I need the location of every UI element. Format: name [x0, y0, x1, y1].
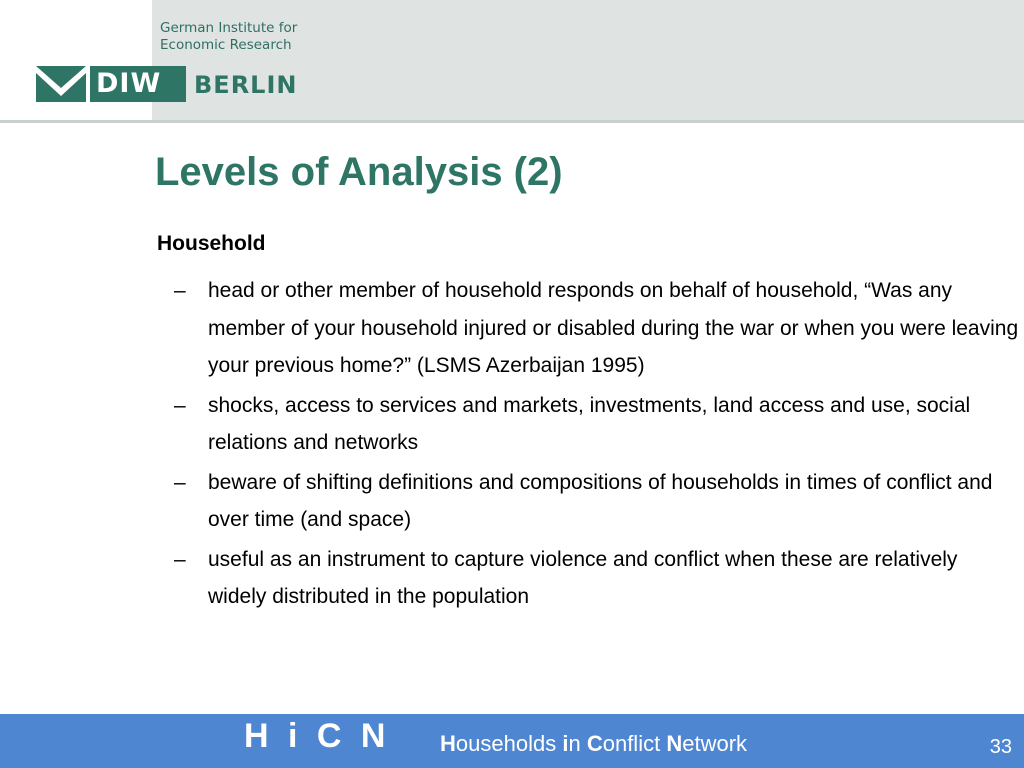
footer-word-initial: H	[440, 731, 456, 756]
diw-logo-mark-icon	[36, 66, 86, 102]
bullet-dash: –	[174, 279, 186, 302]
bullet-text: head or other member of household responds on behalf of household, “Was any member of your household injured or disabled during the war or when you were leaving your previous home?” (LSMS Azerbaijan 1995)	[208, 279, 1019, 377]
page-number: 33	[989, 736, 1012, 758]
footer-word-rest: onflict	[602, 731, 661, 756]
bullet-item	[170, 464, 1020, 539]
logo-berlin-text: BERLIN	[194, 71, 298, 99]
footer-word-rest: ouseholds	[455, 731, 557, 756]
footer-word-initial: C	[586, 731, 603, 756]
bullet-text: shocks, access to services and markets, investments, land access and use, social relations and networks	[208, 393, 971, 454]
section-heading: Household	[157, 232, 266, 255]
footer-word-rest: n	[568, 731, 581, 756]
bullet-list	[170, 272, 1020, 618]
bullet-dash: –	[174, 547, 186, 571]
bullet-item	[170, 387, 1020, 462]
bullet-item	[170, 541, 1020, 616]
footer-bar	[0, 714, 1024, 768]
bullet-text: useful as an instrument to capture violence and conflict when these are relatively widely distributed in the population	[208, 547, 958, 608]
bullet-dash: –	[174, 393, 186, 417]
institute-name-line1: German Institute for	[160, 20, 298, 36]
footer-word-initial: N	[666, 731, 683, 756]
bullet-item	[170, 272, 1020, 385]
header-divider	[0, 120, 1024, 123]
institute-name	[160, 20, 297, 54]
footer-network-name	[440, 731, 747, 757]
footer-word-initial: i	[562, 731, 569, 756]
slide-title: Levels of Analysis (2)	[155, 150, 563, 194]
footer-word-rest: etwork	[682, 731, 748, 756]
bullet-dash: –	[174, 470, 186, 494]
bullet-text: beware of shifting definitions and compositions of households in times of conflict and over time (and space)	[208, 470, 993, 531]
footer-acronym: H i C N	[244, 717, 391, 755]
logo-diw-text: DIW	[90, 66, 186, 102]
institute-name-line2: Economic Research	[160, 37, 292, 53]
